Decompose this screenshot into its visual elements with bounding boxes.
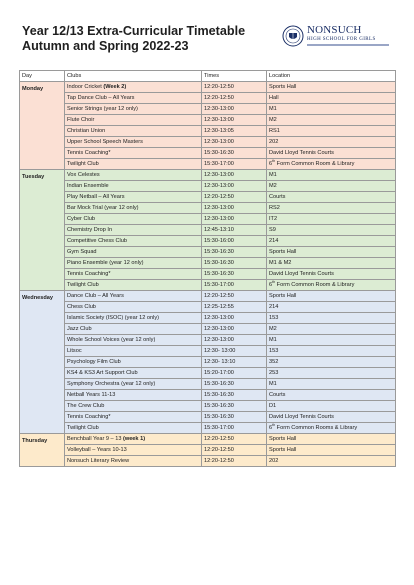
location-name: M2 xyxy=(269,117,277,123)
time-cell: 15:30-16:00 xyxy=(202,236,267,247)
timetable-row xyxy=(20,269,396,280)
timetable-row xyxy=(20,115,396,126)
club-name: Chemistry Drop In xyxy=(67,227,113,233)
club-name: Indian Ensemble xyxy=(67,183,109,189)
club-name: Tap Dance Club – All Years xyxy=(67,95,135,101)
timetable-body xyxy=(20,82,396,467)
time-cell: 15:30-16:30 xyxy=(202,401,267,412)
club-cell xyxy=(65,247,202,258)
location-name: Sports Hall xyxy=(269,436,297,442)
club-cell xyxy=(65,313,202,324)
location-name: 153 xyxy=(269,348,279,354)
club-name: Senior Strings (year 12 only) xyxy=(67,106,138,112)
timetable-row xyxy=(20,159,396,170)
club-name: Dance Club – All Years xyxy=(67,293,124,299)
club-name: Litsoc xyxy=(67,348,82,354)
club-cell xyxy=(65,291,202,302)
timetable-row xyxy=(20,456,396,467)
location-name: Courts xyxy=(269,194,286,200)
day-cell: Monday xyxy=(20,82,65,170)
timetable-row xyxy=(20,368,396,379)
title-line-2: Autumn and Spring 2022-23 xyxy=(22,38,189,53)
time-cell: 12:30-13:00 xyxy=(202,214,267,225)
location-cell xyxy=(267,324,396,335)
timetable-row xyxy=(20,170,396,181)
location-name: M1 xyxy=(269,381,277,387)
timetable-row xyxy=(20,445,396,456)
club-week-note: (Week 2) xyxy=(103,84,127,90)
location-name: David Lloyd Tennis Courts xyxy=(269,150,334,156)
time-cell: 12:30-13:00 xyxy=(202,335,267,346)
timetable-row xyxy=(20,104,396,115)
club-name: Indoor Cricket xyxy=(67,84,104,90)
club-cell xyxy=(65,170,202,181)
time-cell: 12:20-12:50 xyxy=(202,434,267,445)
club-cell xyxy=(65,192,202,203)
timetable-row xyxy=(20,225,396,236)
location-name: 153 xyxy=(269,315,279,321)
location-name: Form Common Rooms & Library xyxy=(275,425,358,431)
location-name: M1 & M2 xyxy=(269,260,292,266)
timetable-row xyxy=(20,423,396,434)
location-prefix: 6 xyxy=(269,282,273,288)
location-name: D1 xyxy=(269,403,277,409)
timetable-row xyxy=(20,203,396,214)
logo-tagline-bar xyxy=(307,44,389,46)
location-superscript: th xyxy=(272,280,276,285)
club-name: Flute Choir xyxy=(67,117,95,123)
header-row xyxy=(20,71,396,82)
time-cell: 12:30-13:05 xyxy=(202,126,267,137)
club-name: Twilight Club xyxy=(67,161,99,167)
location-cell xyxy=(267,236,396,247)
title-line-1: Year 12/13 Extra-Curricular Timetable xyxy=(22,24,246,38)
location-cell xyxy=(267,445,396,456)
timetable-row xyxy=(20,401,396,412)
time-cell: 12:20-12:50 xyxy=(202,82,267,93)
time-cell: 15:30-16:30 xyxy=(202,412,267,423)
location-cell xyxy=(267,203,396,214)
club-name: Twilight Club xyxy=(67,425,99,431)
club-name: Piano Ensemble (year 12 only) xyxy=(67,260,144,266)
location-cell xyxy=(267,434,396,445)
club-cell xyxy=(65,115,202,126)
location-name: M1 xyxy=(269,337,277,343)
club-cell xyxy=(65,368,202,379)
column-header-location: Location xyxy=(267,71,396,82)
club-cell xyxy=(65,225,202,236)
club-name: Play Netball – All Years xyxy=(67,194,125,200)
timetable-row xyxy=(20,236,396,247)
time-cell: 12:30-13:00 xyxy=(202,324,267,335)
club-name: Benchball Year 9 – 13 xyxy=(67,436,123,442)
club-name: KS4 & KS3 Art Support Club xyxy=(67,370,138,376)
location-cell xyxy=(267,357,396,368)
location-cell xyxy=(267,82,396,93)
location-cell xyxy=(267,346,396,357)
timetable-row xyxy=(20,434,396,445)
club-name: Jazz Club xyxy=(67,326,92,332)
timetable xyxy=(19,70,396,467)
club-name: Islamic Society (ISOC) (year 12 only) xyxy=(67,315,160,321)
location-cell xyxy=(267,247,396,258)
club-name: Symphony Orchestra (year 12 only) xyxy=(67,381,156,387)
time-cell: 12:20-12:50 xyxy=(202,445,267,456)
location-name: Sports Hall xyxy=(269,249,297,255)
day-cell: Tuesday xyxy=(20,170,65,291)
location-name: Sports Hall xyxy=(269,84,297,90)
club-name: Tennis Coaching* xyxy=(67,150,111,156)
location-name: M2 xyxy=(269,183,277,189)
day-cell: Wednesday xyxy=(20,291,65,434)
time-cell: 15:30-16:30 xyxy=(202,269,267,280)
timetable-row xyxy=(20,335,396,346)
club-name: Upper School Speech Masters xyxy=(67,139,143,145)
club-cell xyxy=(65,357,202,368)
location-name: 214 xyxy=(269,304,279,310)
time-cell: 15:30-16:30 xyxy=(202,247,267,258)
timetable-row xyxy=(20,390,396,401)
club-name: Competitive Chess Club xyxy=(67,238,128,244)
location-cell xyxy=(267,115,396,126)
club-name: Gym Squad xyxy=(67,249,97,255)
club-cell xyxy=(65,148,202,159)
location-superscript: th xyxy=(272,159,276,164)
club-name: The Crew Club xyxy=(67,403,105,409)
location-name: Courts xyxy=(269,392,286,398)
time-cell: 12:30- 13:00 xyxy=(202,346,267,357)
location-name: Sports Hall xyxy=(269,293,297,299)
club-name: Twilight Club xyxy=(67,282,99,288)
club-cell xyxy=(65,324,202,335)
location-name: S9 xyxy=(269,227,276,233)
location-name: M1 xyxy=(269,172,277,178)
club-cell xyxy=(65,445,202,456)
club-name: Cyber Club xyxy=(67,216,95,222)
club-name: Vox Celestes xyxy=(67,172,100,178)
location-name: Sports Hall xyxy=(269,447,297,453)
timetable-row xyxy=(20,181,396,192)
location-cell xyxy=(267,401,396,412)
club-week-note: (week 1) xyxy=(122,436,146,442)
time-cell: 15:30-16:30 xyxy=(202,390,267,401)
location-cell xyxy=(267,280,396,291)
location-cell xyxy=(267,390,396,401)
timetable-row xyxy=(20,379,396,390)
club-cell xyxy=(65,412,202,423)
logo-school-subtitle: HIGH SCHOOL FOR GIRLS xyxy=(307,37,376,42)
time-cell: 12:20-12:50 xyxy=(202,291,267,302)
location-name: RS2 xyxy=(269,205,280,211)
location-name: 352 xyxy=(269,359,279,365)
timetable-row xyxy=(20,280,396,291)
location-cell xyxy=(267,137,396,148)
location-name: David Lloyd Tennis Courts xyxy=(269,271,334,277)
timetable-row xyxy=(20,412,396,423)
timetable-row xyxy=(20,324,396,335)
school-logo xyxy=(282,22,392,58)
time-cell: 12:20-12:50 xyxy=(202,192,267,203)
club-name: Tennis Coaching* xyxy=(67,271,111,277)
timetable-row xyxy=(20,137,396,148)
club-name: Tennis Coaching* xyxy=(67,414,111,420)
location-cell xyxy=(267,291,396,302)
time-cell: 12:30-13:00 xyxy=(202,170,267,181)
club-cell xyxy=(65,423,202,434)
timetable-row xyxy=(20,357,396,368)
location-cell xyxy=(267,423,396,434)
club-cell xyxy=(65,379,202,390)
location-cell xyxy=(267,214,396,225)
club-cell xyxy=(65,181,202,192)
time-cell: 15:30-17:00 xyxy=(202,159,267,170)
time-cell: 12:30- 13:10 xyxy=(202,357,267,368)
column-header-times: Times xyxy=(202,71,267,82)
location-name: 214 xyxy=(269,238,279,244)
timetable-row xyxy=(20,313,396,324)
timetable-row xyxy=(20,291,396,302)
timetable-row xyxy=(20,258,396,269)
timetable-row xyxy=(20,192,396,203)
column-header-clubs: Clubs xyxy=(65,71,202,82)
location-cell xyxy=(267,170,396,181)
column-header-day: Day xyxy=(20,71,65,82)
logo-school-name: NONSUCH xyxy=(307,24,362,36)
location-name: RS1 xyxy=(269,128,280,134)
location-name: M1 xyxy=(269,106,277,112)
time-cell: 12:30-13:00 xyxy=(202,115,267,126)
timetable-row xyxy=(20,214,396,225)
timetable-row xyxy=(20,148,396,159)
location-cell xyxy=(267,159,396,170)
club-name: Bar Mock Trial (year 12 only) xyxy=(67,205,139,211)
time-cell: 12:25-12:55 xyxy=(202,302,267,313)
club-name: Whole School Voices (year 12 only) xyxy=(67,337,156,343)
club-cell xyxy=(65,346,202,357)
club-name: Volleyball – Years 10-13 xyxy=(67,447,127,453)
location-name: IT2 xyxy=(269,216,278,222)
time-cell: 15:30-17:00 xyxy=(202,280,267,291)
club-name: Nonsuch Literary Review xyxy=(67,458,130,464)
location-name: Form Common Room & Library xyxy=(275,161,355,167)
time-cell: 12:30-13:00 xyxy=(202,203,267,214)
location-cell xyxy=(267,93,396,104)
location-cell xyxy=(267,181,396,192)
time-cell: 15:30-16:30 xyxy=(202,379,267,390)
club-name: Chess Club xyxy=(67,304,96,310)
timetable-row xyxy=(20,93,396,104)
club-cell xyxy=(65,137,202,148)
time-cell: 12:30-13:00 xyxy=(202,137,267,148)
location-cell xyxy=(267,258,396,269)
location-cell xyxy=(267,412,396,423)
location-prefix: 6 xyxy=(269,161,273,167)
club-name: Netball Years 11-13 xyxy=(67,392,116,398)
location-cell xyxy=(267,313,396,324)
timetable-row xyxy=(20,302,396,313)
club-cell xyxy=(65,104,202,115)
club-cell xyxy=(65,203,202,214)
location-name: 253 xyxy=(269,370,279,376)
time-cell: 15:30-16:30 xyxy=(202,148,267,159)
location-prefix: 6 xyxy=(269,425,273,431)
location-cell xyxy=(267,192,396,203)
club-cell xyxy=(65,280,202,291)
time-cell: 12:20-12:50 xyxy=(202,456,267,467)
location-cell xyxy=(267,225,396,236)
time-cell: 12:45-13:10 xyxy=(202,225,267,236)
timetable-row xyxy=(20,82,396,93)
time-cell: 12:20-12:50 xyxy=(202,93,267,104)
club-cell xyxy=(65,269,202,280)
location-superscript: th xyxy=(272,423,276,428)
location-cell xyxy=(267,126,396,137)
page-header xyxy=(22,24,392,64)
club-name: Christian Union xyxy=(67,128,106,134)
club-cell xyxy=(65,390,202,401)
time-cell: 15:20-17:00 xyxy=(202,368,267,379)
location-cell xyxy=(267,104,396,115)
time-cell: 12:30-13:00 xyxy=(202,104,267,115)
club-cell xyxy=(65,456,202,467)
location-cell xyxy=(267,456,396,467)
location-cell xyxy=(267,302,396,313)
location-cell xyxy=(267,368,396,379)
location-cell xyxy=(267,379,396,390)
time-cell: 12:30-13:00 xyxy=(202,313,267,324)
club-cell xyxy=(65,214,202,225)
club-cell xyxy=(65,335,202,346)
club-cell xyxy=(65,401,202,412)
location-cell xyxy=(267,269,396,280)
location-name: 202 xyxy=(269,458,279,464)
club-cell xyxy=(65,236,202,247)
club-cell xyxy=(65,302,202,313)
location-name: Form Common Room & Library xyxy=(275,282,355,288)
timetable-row xyxy=(20,346,396,357)
timetable-row xyxy=(20,126,396,137)
club-cell xyxy=(65,93,202,104)
timetable-row xyxy=(20,247,396,258)
day-cell: Thursday xyxy=(20,434,65,467)
time-cell: 15:30-16:30 xyxy=(202,258,267,269)
club-cell xyxy=(65,82,202,93)
time-cell: 12:30-13:00 xyxy=(202,181,267,192)
club-cell xyxy=(65,159,202,170)
club-name: Psychology Film Club xyxy=(67,359,121,365)
club-cell xyxy=(65,258,202,269)
school-crest-icon xyxy=(282,25,304,47)
location-name: M2 xyxy=(269,326,277,332)
club-cell xyxy=(65,126,202,137)
location-name: David Lloyd Tennis Courts xyxy=(269,414,334,420)
location-cell xyxy=(267,148,396,159)
location-cell xyxy=(267,335,396,346)
time-cell: 15:30-17:00 xyxy=(202,423,267,434)
location-name: 202 xyxy=(269,139,279,145)
location-name: Hall xyxy=(269,95,279,101)
club-cell xyxy=(65,434,202,445)
